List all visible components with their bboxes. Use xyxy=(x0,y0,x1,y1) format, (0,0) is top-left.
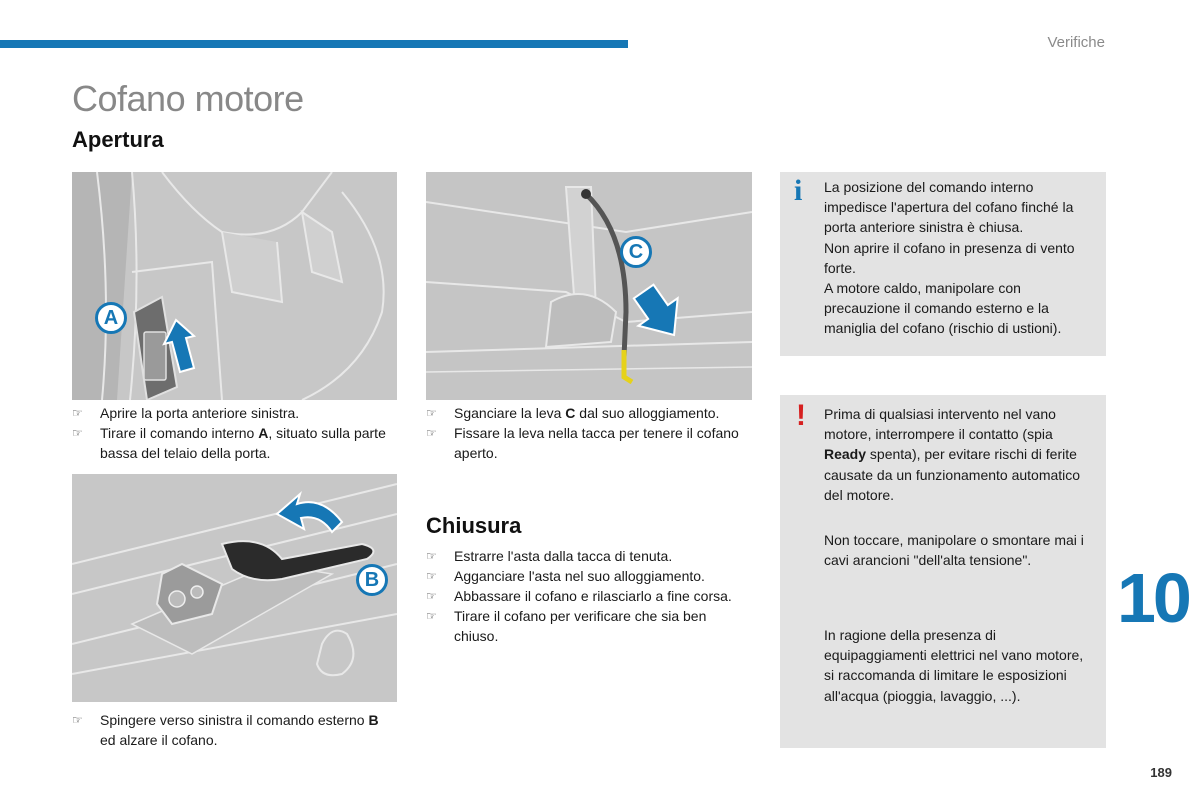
opening-steps-middle xyxy=(426,403,752,463)
list-item xyxy=(72,403,397,423)
closing-steps xyxy=(426,546,752,646)
chapter-number: 10 xyxy=(1117,559,1189,637)
opening-steps-left xyxy=(72,403,397,463)
callout-a-label: A xyxy=(103,307,119,329)
step-text: , situato sulla parte bassa del telaio della porta. xyxy=(100,425,386,461)
pointing-hand-icon: ☞ xyxy=(426,406,437,420)
warning-text-1 xyxy=(824,404,1096,505)
warning-icon: ! xyxy=(796,399,806,432)
warning-box xyxy=(780,395,1106,748)
callout-b-badge xyxy=(356,564,388,596)
step-text: Agganciare l'asta nel suo alloggiamento. xyxy=(454,568,705,584)
section-label: Verifiche xyxy=(1047,34,1105,51)
step-text: Estrarre l'asta dalla tacca di tenuta. xyxy=(454,548,673,564)
warning-text-3: In ragione della presenza di equipaggiamenti elettrici nel vano motore, si raccomanda di limitare le esposizioni all'acqua (pioggia, lavaggio, ...). xyxy=(824,627,1084,704)
list-item xyxy=(426,586,752,606)
warning-text: spenta), per evitare rischi di ferite causate da un funzionamento automatico del motore. xyxy=(824,446,1081,503)
list-item xyxy=(426,606,752,646)
info-box xyxy=(780,172,1106,356)
illustration-prop-rod-c xyxy=(426,172,752,400)
warning-text: Prima di qualsiasi intervento nel vano motore, interrompere il contatto (spia xyxy=(824,406,1056,443)
info-icon: i xyxy=(794,174,803,207)
pointing-hand-icon: ☞ xyxy=(426,609,437,623)
list-item xyxy=(426,423,752,463)
page-title: Cofano motore xyxy=(72,78,304,119)
pointing-hand-icon: ☞ xyxy=(72,713,83,727)
callout-a-badge xyxy=(95,302,127,334)
closing-heading: Chiusura xyxy=(426,513,522,538)
step-text: Spingere verso sinistra il comando esterno xyxy=(100,712,369,728)
callout-c-badge xyxy=(620,236,652,268)
step-text: Fissare la leva nella tacca per tenere il cofano aperto. xyxy=(454,425,739,461)
step-text: Tirare il cofano per verificare che sia ben chiuso. xyxy=(454,608,707,644)
step-text: Aprire la porta anteriore sinistra. xyxy=(100,405,300,421)
list-item xyxy=(426,403,752,423)
step-text: Sganciare la leva xyxy=(454,405,566,421)
list-item xyxy=(72,423,397,463)
top-accent-bar xyxy=(0,40,628,48)
step-text: ed alzare il cofano. xyxy=(100,732,218,748)
step-text: dal suo alloggiamento. xyxy=(575,405,720,421)
pointing-hand-icon: ☞ xyxy=(72,406,83,420)
warning-text-2: Non toccare, manipolare o smontare mai i cavi arancioni "dell'alta tensione". xyxy=(824,532,1084,569)
ready-label: Ready xyxy=(824,446,867,463)
step-bold: B xyxy=(368,712,379,728)
illustration-internal-release-a xyxy=(72,172,397,400)
pointing-hand-icon: ☞ xyxy=(72,426,83,440)
step-text: Tirare il comando interno xyxy=(100,425,259,441)
list-item xyxy=(426,546,752,566)
step-text: Abbassare il cofano e rilasciarlo a fine corsa. xyxy=(454,588,732,604)
pointing-hand-icon: ☞ xyxy=(426,549,437,563)
opening-steps-bottom xyxy=(72,710,397,750)
pointing-hand-icon: ☞ xyxy=(426,569,437,583)
list-item xyxy=(72,710,397,750)
pointing-hand-icon: ☞ xyxy=(426,589,437,603)
pointing-hand-icon: ☞ xyxy=(426,426,437,440)
info-text: La posizione del comando interno impedisce l'apertura del cofano finché la porta anteriore sinistra è chiusa. Non aprire il cofano in presenza di vento forte. A motore caldo, manipolare con precauzione il comando esterno e la maniglia del cofano (rischio di ustioni). xyxy=(824,179,1075,337)
illustration-external-release-b xyxy=(72,474,397,702)
list-item xyxy=(426,566,752,586)
step-bold: C xyxy=(565,405,576,421)
opening-heading: Apertura xyxy=(72,127,164,152)
callout-c-label: C xyxy=(628,241,644,263)
page-number: 189 xyxy=(1150,765,1172,780)
callout-b-label: B xyxy=(364,569,380,591)
step-bold: A xyxy=(258,425,269,441)
